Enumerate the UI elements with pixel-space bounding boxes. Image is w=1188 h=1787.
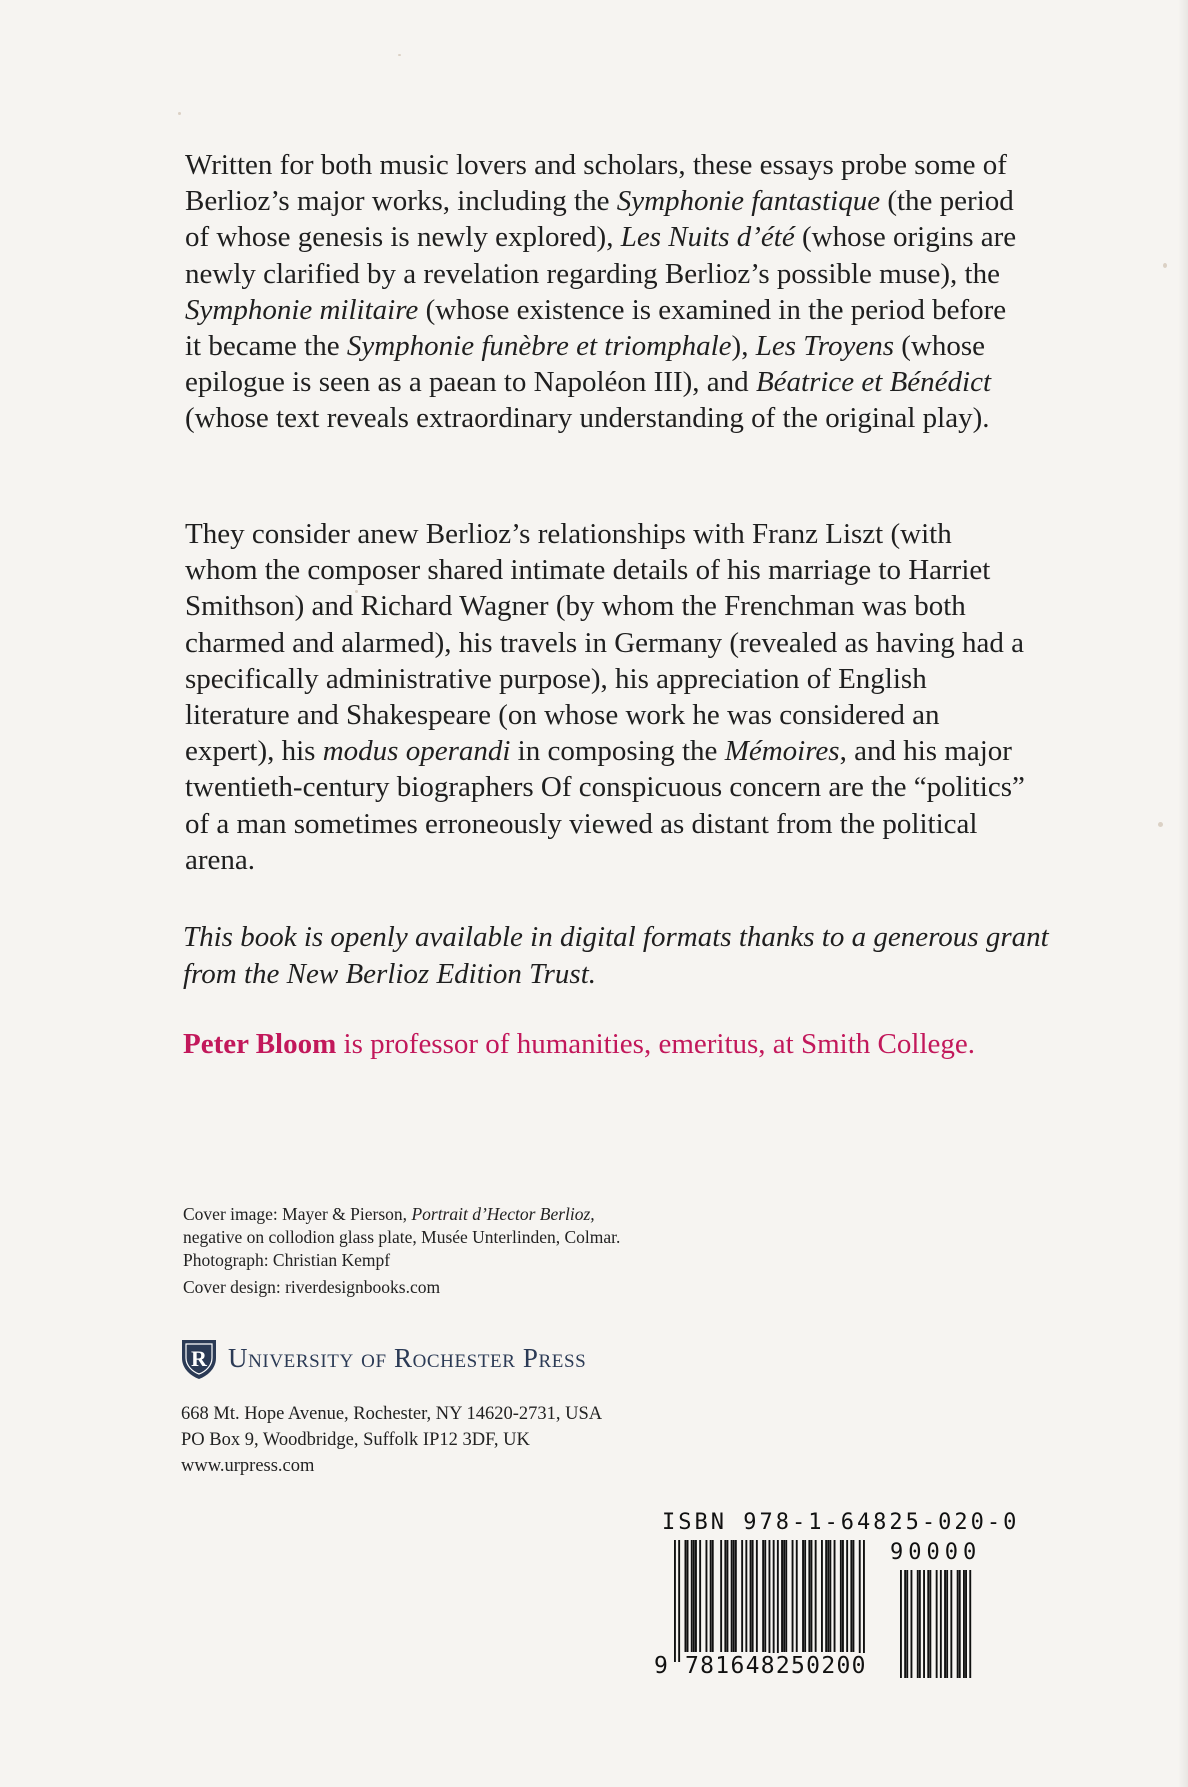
publisher-logo-lockup xyxy=(180,1336,586,1380)
publisher-name: University of Rochester Press xyxy=(228,1342,587,1373)
barcode-bar xyxy=(699,1540,701,1652)
barcode-bar xyxy=(706,1540,708,1652)
barcode-addon-bar xyxy=(923,1570,925,1678)
author-bio-text: is professor of humanities, emeritus, at Smith College. xyxy=(336,1028,975,1060)
text-run: (whose epilogue is seen as a paean to Napoléon III), and xyxy=(185,330,986,399)
italic-title-run: Les Nuits d’été xyxy=(620,221,795,254)
publisher-address xyxy=(181,1401,602,1479)
italic-title-run: Symphonie fantastique xyxy=(616,185,881,218)
paper-speck xyxy=(1163,263,1167,268)
publisher-website: www.urpress.com xyxy=(181,1456,315,1476)
italic-title-run: Symphonie militaire xyxy=(185,293,419,326)
barcode-bar xyxy=(691,1540,693,1652)
barcode-bar xyxy=(745,1540,747,1652)
barcode-addon-bar xyxy=(940,1570,942,1678)
italic-title-run: modus operandi xyxy=(322,735,511,768)
barcode-bar xyxy=(750,1540,752,1652)
barcode-bar xyxy=(731,1540,733,1652)
barcode-bar xyxy=(808,1540,810,1652)
text-run: They consider anew Berlioz’s relationships with Franz Liszt (with whom the composer shared intimate details of his marriage to Harriet Smithson) and Richard Wagner (by whom the Frenchman was both charmed and alarmed), his travels in Germany (revealed as having had a specifically administrative purpose), his appreciation of English literature and Shakespeare (on whose work he was considered an expert), his xyxy=(185,518,1025,768)
text-run: Written for both music lovers and scholars, these essays probe some of Berlioz’s major works, including the xyxy=(185,149,1007,218)
barcode-bar xyxy=(741,1540,743,1652)
text-run: (whose origins are newly clarified by a revelation regarding Berlioz’s possible muse), the xyxy=(185,221,1017,290)
barcode-addon-bar xyxy=(911,1570,913,1678)
barcode-bar xyxy=(850,1540,852,1652)
barcode-addon-bar xyxy=(929,1570,931,1678)
barcode-bar xyxy=(785,1540,787,1652)
italic-title-run: Béatrice et Bénédict xyxy=(755,366,992,399)
barcode-bar xyxy=(735,1540,737,1652)
barcode-addon-bar xyxy=(963,1570,965,1678)
barcode-bar xyxy=(733,1540,735,1652)
barcode-bar xyxy=(853,1540,855,1652)
cover-edge-shadow xyxy=(1178,0,1188,1787)
barcode-bar xyxy=(764,1540,766,1652)
open-access-note: This book is openly available in digital formats thanks to a generous grant from the New Berlioz Edition Trust. xyxy=(183,921,1049,990)
barcode-bar xyxy=(815,1540,817,1652)
cover-image-detail: negative on collodion glass plate, Musée Unterlinden, Colmar. xyxy=(183,1227,621,1247)
barcode-bar xyxy=(783,1540,785,1652)
barcode-addon-digits: 90000 xyxy=(890,1540,982,1565)
barcode-bar xyxy=(792,1540,794,1652)
text-run: (the period of whose genesis is newly explored), xyxy=(185,185,1014,254)
barcode-bar xyxy=(777,1540,779,1662)
paper-speck xyxy=(178,112,181,115)
barcode-bar xyxy=(863,1540,865,1662)
address-uk: PO Box 9, Woodbridge, Suffolk IP12 3DF, UK xyxy=(181,1430,530,1450)
barcode-bar xyxy=(781,1540,783,1652)
cover-credits xyxy=(183,1203,620,1299)
text-run: ), xyxy=(731,330,756,363)
barcode-bar xyxy=(724,1540,726,1652)
barcode-bar xyxy=(678,1540,680,1662)
barcode-bar xyxy=(829,1540,831,1652)
barcode-bar xyxy=(811,1540,813,1652)
isbn-barcode-block xyxy=(652,1510,1020,1720)
barcode-bar xyxy=(710,1540,712,1652)
ean-remaining-digits: 781648250200 xyxy=(685,1653,867,1679)
paper-speck xyxy=(398,54,401,56)
barcode-bar xyxy=(762,1540,764,1652)
text-run: (whose existence is examined in the period before it became the xyxy=(185,293,1007,363)
barcode-addon-bar xyxy=(936,1570,938,1678)
address-us: 668 Mt. Hope Avenue, Rochester, NY 14620-2731, USA xyxy=(181,1404,603,1424)
description-paragraph-1 xyxy=(185,147,1025,437)
isbn-label: ISBN 978-1-64825-020-0 xyxy=(662,1510,1020,1535)
text-run: , and his major twentieth-century biographers Of conspicuous concern are the “politics” of a man sometimes erroneously viewed as distant from the political arena. xyxy=(185,735,1025,876)
ean-first-digit: 9 xyxy=(654,1653,668,1679)
barcode-bar xyxy=(846,1540,848,1652)
barcode-bar xyxy=(752,1540,754,1652)
barcode-bar xyxy=(693,1540,695,1652)
barcode-bar xyxy=(720,1540,722,1652)
barcode-addon-bar xyxy=(900,1570,902,1678)
barcode-bar xyxy=(859,1540,861,1662)
barcode-bar xyxy=(769,1540,771,1662)
barcode-bar xyxy=(756,1540,758,1652)
cover-image-credit xyxy=(183,1203,620,1226)
cover-design-credit: Cover design: riverdesignbooks.com xyxy=(183,1277,441,1297)
barcode-bar xyxy=(804,1540,806,1652)
barcode-bar xyxy=(827,1540,829,1652)
barcode-bar xyxy=(773,1540,775,1662)
barcode-addon-bar xyxy=(957,1570,959,1678)
italic-title-run: Symphonie funèbre et triomphale xyxy=(346,330,732,363)
author-bio xyxy=(183,1028,975,1061)
barcode-addon-bar xyxy=(950,1570,952,1678)
barcode-bar xyxy=(687,1540,689,1652)
barcode-addon-bar xyxy=(946,1570,948,1678)
description-paragraph-2 xyxy=(185,516,1025,878)
photograph-credit: Photograph: Christian Kempf xyxy=(183,1250,391,1270)
text-run: in composing the xyxy=(510,735,725,768)
barcode-bar xyxy=(727,1540,729,1652)
description-paragraph-text xyxy=(185,516,1025,878)
barcode-addon-bar xyxy=(944,1570,946,1678)
barcode-bar xyxy=(674,1540,676,1662)
barcode-bar xyxy=(796,1540,798,1652)
shield-icon xyxy=(180,1336,218,1380)
barcode-bar xyxy=(712,1540,714,1652)
italic-title-run: Les Troyens xyxy=(755,330,895,363)
paper-speck xyxy=(1158,822,1163,827)
barcode-bar xyxy=(834,1540,836,1652)
barcode-addon-bar xyxy=(917,1570,919,1678)
barcode-bar xyxy=(842,1540,844,1652)
barcode-bar xyxy=(802,1540,804,1652)
text-run: (whose text reveals extraordinary understanding of the original play). xyxy=(185,402,990,435)
cover-image-prefix: Cover image: Mayer & Pierson, xyxy=(183,1204,412,1224)
barcode-bar xyxy=(695,1540,697,1652)
author-name: Peter Bloom xyxy=(183,1028,337,1060)
barcode-addon-bar xyxy=(965,1570,967,1678)
barcode-addon-bar xyxy=(919,1570,921,1678)
barcode-addon-bar xyxy=(906,1570,908,1678)
barcode-bar xyxy=(821,1540,823,1652)
barcode-addon-bar xyxy=(959,1570,961,1678)
barcode-bar xyxy=(840,1540,842,1652)
barcode-addon-bar xyxy=(969,1570,971,1678)
shield-letter: R xyxy=(191,1346,207,1371)
barcode-addon-bar xyxy=(927,1570,929,1678)
barcode-bar xyxy=(685,1540,687,1652)
barcode-bar xyxy=(825,1540,827,1652)
italic-title-run: Mémoires xyxy=(724,735,840,768)
cover-image-title: Portrait d’Hector Berlioz, xyxy=(411,1204,595,1224)
barcode-addon-bar xyxy=(904,1570,906,1678)
description-paragraph-text xyxy=(185,147,1025,437)
